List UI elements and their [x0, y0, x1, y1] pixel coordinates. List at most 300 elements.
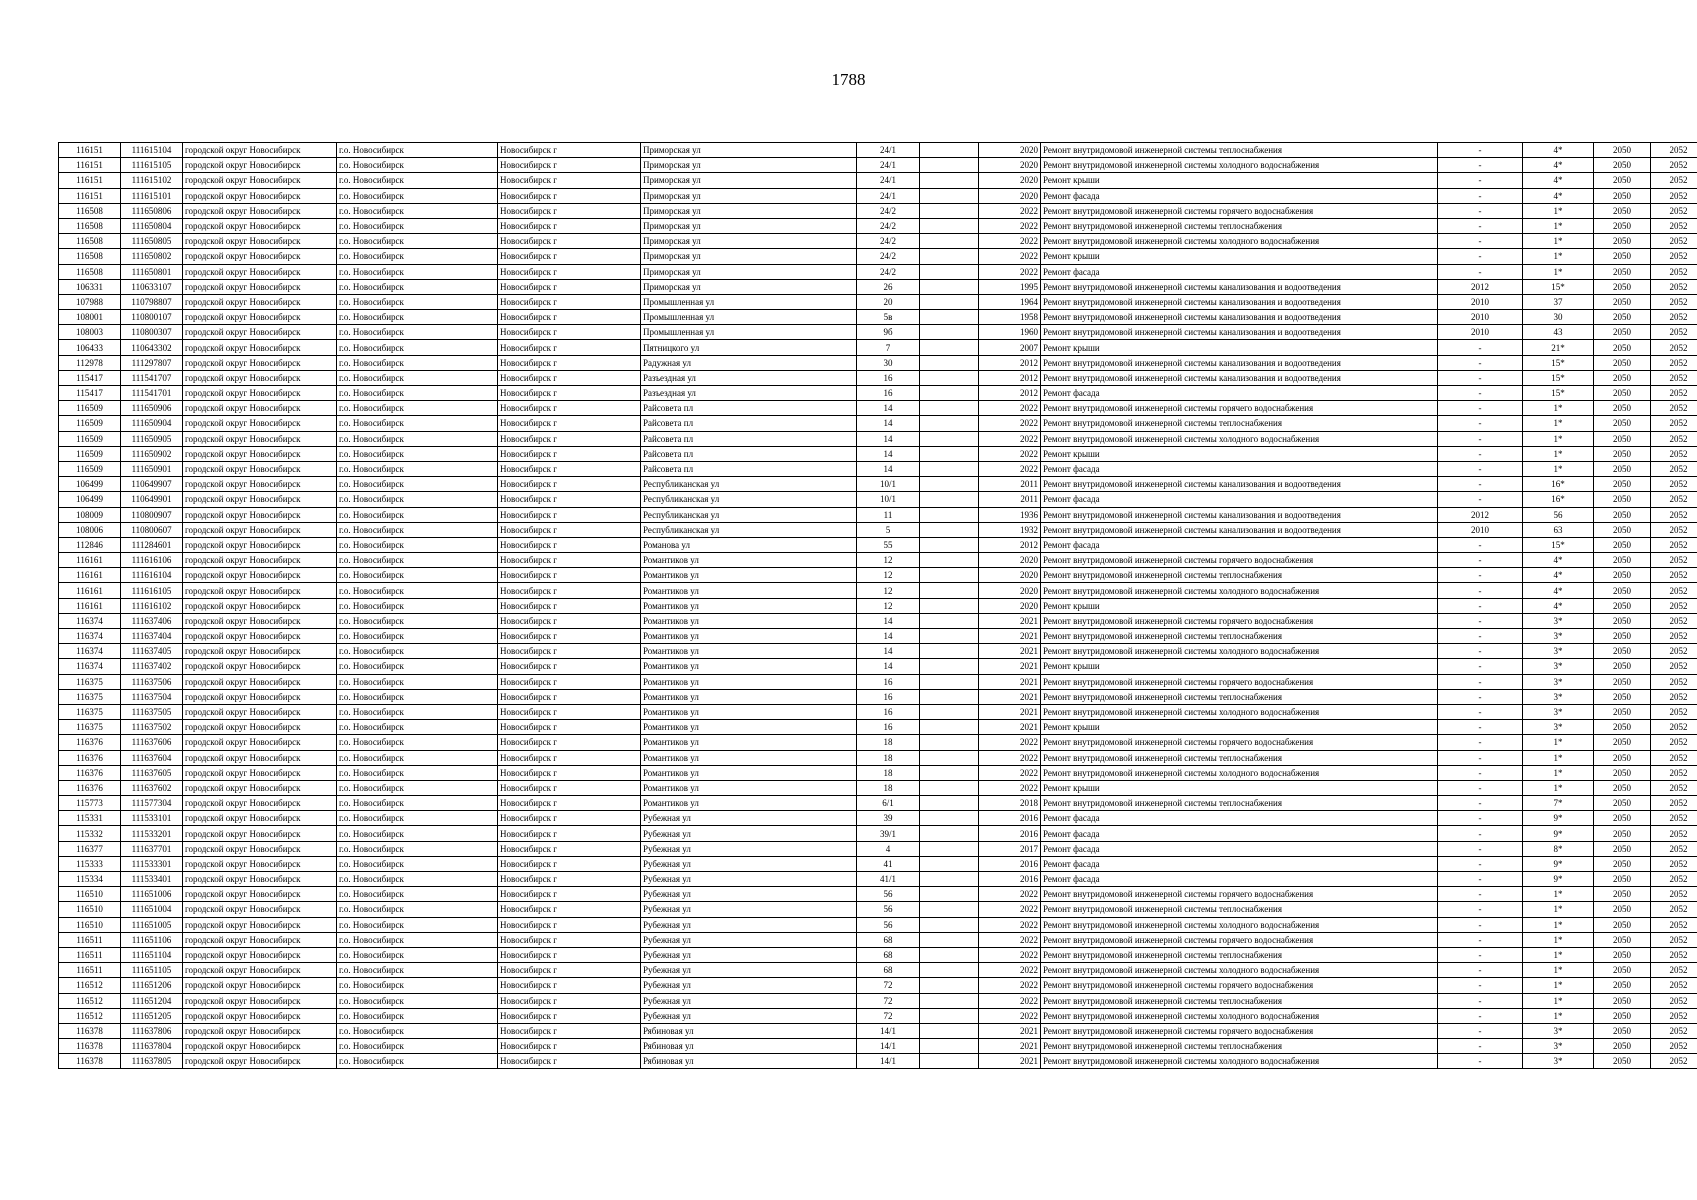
cell-empty-cell: [920, 735, 979, 750]
cell-empty-cell: [920, 188, 979, 203]
cell-work-type: Ремонт внутридомовой инженерной системы канализования и водоотведения: [1041, 355, 1438, 370]
cell-period-start: 2050: [1594, 811, 1651, 826]
cell-period-end: 2052: [1651, 446, 1697, 461]
cell-house-number: 12: [857, 583, 920, 598]
cell-wear-value: 3*: [1523, 629, 1594, 644]
cell-district: городской округ Новосибирск: [183, 522, 337, 537]
cell-house-id: 116509: [59, 416, 121, 431]
cell-district: городской округ Новосибирск: [183, 1008, 337, 1023]
cell-district: городской округ Новосибирск: [183, 431, 337, 446]
cell-empty-cell: [920, 568, 979, 583]
cell-house-id: 115417: [59, 370, 121, 385]
table-row: [59, 446, 1697, 461]
cell-house-number: 18: [857, 780, 920, 795]
cell-city: Новосибирск г: [498, 446, 641, 461]
cell-empty-cell: [920, 902, 979, 917]
cell-period-start: 2050: [1594, 461, 1651, 476]
cell-build-year: 2021: [979, 629, 1041, 644]
cell-work-id: 111615101: [121, 188, 183, 203]
table-row: [59, 477, 1697, 492]
cell-work-type: Ремонт внутридомовой инженерной системы холодного водоснабжения: [1041, 963, 1438, 978]
cell-empty-cell: [920, 856, 979, 871]
cell-street: Романтиков ул: [641, 629, 857, 644]
cell-house-id: 116508: [59, 249, 121, 264]
cell-wear-value: 3*: [1523, 674, 1594, 689]
cell-city: Новосибирск г: [498, 932, 641, 947]
cell-municipality: г.о. Новосибирск: [337, 1039, 498, 1054]
cell-period-start: 2050: [1594, 1008, 1651, 1023]
table-row: [59, 340, 1697, 355]
cell-house-id: 116376: [59, 765, 121, 780]
cell-district: городской округ Новосибирск: [183, 355, 337, 370]
cell-wear-value: 7*: [1523, 796, 1594, 811]
cell-house-id: 116374: [59, 644, 121, 659]
cell-wear-value: 43: [1523, 325, 1594, 340]
cell-empty-cell: [920, 370, 979, 385]
cell-street: Романтиков ул: [641, 780, 857, 795]
cell-house-id: 116375: [59, 704, 121, 719]
cell-house-number: 24/2: [857, 249, 920, 264]
cell-period-end: 2052: [1651, 143, 1697, 158]
cell-city: Новосибирск г: [498, 1039, 641, 1054]
cell-work-id: 111616104: [121, 568, 183, 583]
cell-empty-cell: [920, 872, 979, 887]
cell-build-year: 2020: [979, 583, 1041, 598]
cell-build-year: 2020: [979, 188, 1041, 203]
table-row: [59, 947, 1697, 962]
cell-house-id: 116376: [59, 750, 121, 765]
cell-house-number: 11: [857, 507, 920, 522]
cell-build-year: 2021: [979, 613, 1041, 628]
cell-build-year: 2021: [979, 704, 1041, 719]
table-row: [59, 644, 1697, 659]
cell-empty-cell: [920, 522, 979, 537]
cell-wear-value: 3*: [1523, 1039, 1594, 1054]
cell-empty-cell: [920, 234, 979, 249]
cell-district: городской округ Новосибирск: [183, 203, 337, 218]
cell-empty-cell: [920, 932, 979, 947]
cell-house-number: 16: [857, 704, 920, 719]
table-row: [59, 993, 1697, 1008]
cell-house-id: 107988: [59, 294, 121, 309]
cell-municipality: г.о. Новосибирск: [337, 704, 498, 719]
table-row: [59, 416, 1697, 431]
cell-empty-cell: [920, 887, 979, 902]
cell-last-repair-year: -: [1438, 796, 1523, 811]
cell-period-end: 2052: [1651, 689, 1697, 704]
table-row: [59, 856, 1697, 871]
cell-street: Райсовета пл: [641, 461, 857, 476]
cell-work-id: 111651204: [121, 993, 183, 1008]
cell-work-id: 111637404: [121, 629, 183, 644]
cell-build-year: 2021: [979, 644, 1041, 659]
cell-wear-value: 1*: [1523, 264, 1594, 279]
table-row: [59, 386, 1697, 401]
cell-district: городской округ Новосибирск: [183, 1039, 337, 1054]
cell-district: городской округ Новосибирск: [183, 537, 337, 552]
cell-period-end: 2052: [1651, 355, 1697, 370]
cell-city: Новосибирск г: [498, 416, 641, 431]
cell-build-year: 2021: [979, 1023, 1041, 1038]
cell-build-year: 2021: [979, 1054, 1041, 1069]
cell-work-id: 110800607: [121, 522, 183, 537]
cell-work-type: Ремонт внутридомовой инженерной системы теплоснабжения: [1041, 416, 1438, 431]
cell-municipality: г.о. Новосибирск: [337, 173, 498, 188]
cell-last-repair-year: 2010: [1438, 294, 1523, 309]
cell-district: городской округ Новосибирск: [183, 826, 337, 841]
cell-last-repair-year: -: [1438, 720, 1523, 735]
cell-empty-cell: [920, 796, 979, 811]
cell-district: городской округ Новосибирск: [183, 218, 337, 233]
cell-empty-cell: [920, 947, 979, 962]
table-row: [59, 902, 1697, 917]
cell-last-repair-year: -: [1438, 598, 1523, 613]
cell-house-id: 116161: [59, 598, 121, 613]
cell-period-start: 2050: [1594, 386, 1651, 401]
cell-build-year: 2022: [979, 203, 1041, 218]
cell-period-end: 2052: [1651, 553, 1697, 568]
cell-district: городской округ Новосибирск: [183, 978, 337, 993]
cell-period-end: 2052: [1651, 750, 1697, 765]
cell-build-year: 2022: [979, 401, 1041, 416]
cell-work-type: Ремонт внутридомовой инженерной системы теплоснабжения: [1041, 689, 1438, 704]
cell-period-end: 2052: [1651, 1023, 1697, 1038]
cell-empty-cell: [920, 310, 979, 325]
table-row: [59, 431, 1697, 446]
cell-last-repair-year: -: [1438, 340, 1523, 355]
cell-work-id: 111637505: [121, 704, 183, 719]
cell-work-type: Ремонт внутридомовой инженерной системы горячего водоснабжения: [1041, 674, 1438, 689]
cell-empty-cell: [920, 416, 979, 431]
cell-city: Новосибирск г: [498, 401, 641, 416]
cell-empty-cell: [920, 963, 979, 978]
cell-municipality: г.о. Новосибирск: [337, 553, 498, 568]
cell-wear-value: 3*: [1523, 613, 1594, 628]
cell-house-id: 106331: [59, 279, 121, 294]
cell-house-id: 116375: [59, 720, 121, 735]
cell-period-start: 2050: [1594, 993, 1651, 1008]
cell-empty-cell: [920, 203, 979, 218]
cell-empty-cell: [920, 720, 979, 735]
cell-work-id: 111637605: [121, 765, 183, 780]
cell-house-number: 72: [857, 978, 920, 993]
cell-district: городской округ Новосибирск: [183, 932, 337, 947]
cell-municipality: г.о. Новосибирск: [337, 522, 498, 537]
cell-period-start: 2050: [1594, 188, 1651, 203]
cell-last-repair-year: -: [1438, 932, 1523, 947]
cell-period-start: 2050: [1594, 401, 1651, 416]
cell-district: городской округ Новосибирск: [183, 461, 337, 476]
cell-city: Новосибирск г: [498, 294, 641, 309]
cell-district: городской округ Новосибирск: [183, 249, 337, 264]
cell-period-end: 2052: [1651, 841, 1697, 856]
cell-work-id: 110800307: [121, 325, 183, 340]
cell-work-type: Ремонт внутридомовой инженерной системы горячего водоснабжения: [1041, 613, 1438, 628]
cell-district: городской округ Новосибирск: [183, 780, 337, 795]
table-row: [59, 841, 1697, 856]
cell-work-id: 111650904: [121, 416, 183, 431]
cell-last-repair-year: -: [1438, 370, 1523, 385]
cell-work-id: 110798807: [121, 294, 183, 309]
cell-last-repair-year: -: [1438, 1054, 1523, 1069]
cell-city: Новосибирск г: [498, 234, 641, 249]
cell-work-type: Ремонт фасада: [1041, 461, 1438, 476]
cell-house-id: 116378: [59, 1039, 121, 1054]
cell-last-repair-year: -: [1438, 887, 1523, 902]
cell-street: Рубежная ул: [641, 978, 857, 993]
cell-work-id: 111651006: [121, 887, 183, 902]
cell-build-year: 1995: [979, 279, 1041, 294]
cell-street: Рубежная ул: [641, 841, 857, 856]
table-row: [59, 932, 1697, 947]
cell-street: Республиканская ул: [641, 507, 857, 522]
cell-period-start: 2050: [1594, 689, 1651, 704]
cell-city: Новосибирск г: [498, 978, 641, 993]
cell-work-id: 111651005: [121, 917, 183, 932]
cell-wear-value: 1*: [1523, 416, 1594, 431]
cell-period-start: 2050: [1594, 1039, 1651, 1054]
cell-work-id: 111533401: [121, 872, 183, 887]
cell-district: городской округ Новосибирск: [183, 188, 337, 203]
cell-house-number: 14: [857, 401, 920, 416]
cell-period-start: 2050: [1594, 158, 1651, 173]
cell-municipality: г.о. Новосибирск: [337, 234, 498, 249]
cell-house-id: 116510: [59, 917, 121, 932]
cell-build-year: 2022: [979, 963, 1041, 978]
cell-period-start: 2050: [1594, 917, 1651, 932]
cell-wear-value: 1*: [1523, 780, 1594, 795]
cell-house-id: 106433: [59, 340, 121, 355]
cell-last-repair-year: -: [1438, 173, 1523, 188]
cell-period-end: 2052: [1651, 720, 1697, 735]
cell-period-end: 2052: [1651, 234, 1697, 249]
cell-period-end: 2052: [1651, 294, 1697, 309]
cell-work-type: Ремонт внутридомовой инженерной системы холодного водоснабжения: [1041, 704, 1438, 719]
cell-work-id: 111650905: [121, 431, 183, 446]
cell-wear-value: 16*: [1523, 477, 1594, 492]
table-row: [59, 203, 1697, 218]
cell-district: городской округ Новосибирск: [183, 264, 337, 279]
cell-empty-cell: [920, 1054, 979, 1069]
cell-last-repair-year: -: [1438, 537, 1523, 552]
cell-last-repair-year: -: [1438, 644, 1523, 659]
cell-house-id: 116508: [59, 203, 121, 218]
cell-district: городской округ Новосибирск: [183, 796, 337, 811]
cell-empty-cell: [920, 826, 979, 841]
cell-work-type: Ремонт крыши: [1041, 780, 1438, 795]
cell-house-id: 116377: [59, 841, 121, 856]
cell-empty-cell: [920, 659, 979, 674]
cell-period-start: 2050: [1594, 720, 1651, 735]
cell-district: городской округ Новосибирск: [183, 947, 337, 962]
cell-build-year: 2022: [979, 932, 1041, 947]
cell-street: Романтиков ул: [641, 674, 857, 689]
cell-municipality: г.о. Новосибирск: [337, 446, 498, 461]
cell-house-id: 108009: [59, 507, 121, 522]
cell-city: Новосибирск г: [498, 431, 641, 446]
cell-last-repair-year: -: [1438, 765, 1523, 780]
cell-street: Рубежная ул: [641, 856, 857, 871]
cell-street: Приморская ул: [641, 143, 857, 158]
table-row: [59, 780, 1697, 795]
cell-house-number: 18: [857, 735, 920, 750]
cell-city: Новосибирск г: [498, 203, 641, 218]
cell-house-id: 115332: [59, 826, 121, 841]
cell-city: Новосибирск г: [498, 386, 641, 401]
cell-house-number: 20: [857, 294, 920, 309]
cell-municipality: г.о. Новосибирск: [337, 856, 498, 871]
cell-last-repair-year: -: [1438, 872, 1523, 887]
cell-house-id: 116509: [59, 461, 121, 476]
cell-municipality: г.о. Новосибирск: [337, 340, 498, 355]
cell-period-start: 2050: [1594, 294, 1651, 309]
cell-street: Промышленная ул: [641, 294, 857, 309]
cell-work-type: Ремонт внутридомовой инженерной системы теплоснабжения: [1041, 629, 1438, 644]
cell-street: Романтиков ул: [641, 613, 857, 628]
cell-street: Романтиков ул: [641, 644, 857, 659]
cell-work-type: Ремонт внутридомовой инженерной системы холодного водоснабжения: [1041, 158, 1438, 173]
cell-work-type: Ремонт крыши: [1041, 249, 1438, 264]
cell-wear-value: 1*: [1523, 218, 1594, 233]
cell-wear-value: 4*: [1523, 188, 1594, 203]
cell-build-year: 2020: [979, 173, 1041, 188]
cell-wear-value: 3*: [1523, 1023, 1594, 1038]
cell-last-repair-year: -: [1438, 613, 1523, 628]
cell-empty-cell: [920, 704, 979, 719]
cell-wear-value: 3*: [1523, 644, 1594, 659]
cell-wear-value: 1*: [1523, 203, 1594, 218]
cell-municipality: г.о. Новосибирск: [337, 887, 498, 902]
cell-wear-value: 1*: [1523, 431, 1594, 446]
cell-wear-value: 4*: [1523, 173, 1594, 188]
cell-last-repair-year: -: [1438, 674, 1523, 689]
cell-period-end: 2052: [1651, 856, 1697, 871]
cell-street: Романтиков ул: [641, 598, 857, 613]
cell-house-id: 116378: [59, 1023, 121, 1038]
cell-period-start: 2050: [1594, 765, 1651, 780]
cell-district: городской округ Новосибирск: [183, 811, 337, 826]
cell-empty-cell: [920, 917, 979, 932]
cell-work-id: 111651104: [121, 947, 183, 962]
cell-house-id: 116511: [59, 963, 121, 978]
cell-district: городской округ Новосибирск: [183, 294, 337, 309]
cell-build-year: 2017: [979, 841, 1041, 856]
cell-house-id: 116151: [59, 188, 121, 203]
cell-build-year: 2012: [979, 370, 1041, 385]
cell-street: Романтиков ул: [641, 659, 857, 674]
cell-work-type: Ремонт фасада: [1041, 386, 1438, 401]
cell-period-end: 2052: [1651, 993, 1697, 1008]
cell-district: городской округ Новосибирск: [183, 963, 337, 978]
cell-house-number: 14/1: [857, 1039, 920, 1054]
cell-house-number: 24/2: [857, 218, 920, 233]
cell-work-id: 111651106: [121, 932, 183, 947]
cell-work-type: Ремонт внутридомовой инженерной системы канализования и водоотведения: [1041, 279, 1438, 294]
cell-work-type: Ремонт фасада: [1041, 856, 1438, 871]
cell-district: городской округ Новосибирск: [183, 750, 337, 765]
cell-house-number: 41/1: [857, 872, 920, 887]
cell-work-type: Ремонт внутридомовой инженерной системы теплоснабжения: [1041, 796, 1438, 811]
cell-house-id: 116510: [59, 902, 121, 917]
cell-period-end: 2052: [1651, 659, 1697, 674]
cell-empty-cell: [920, 340, 979, 355]
cell-house-number: 68: [857, 963, 920, 978]
cell-empty-cell: [920, 537, 979, 552]
cell-work-id: 111615105: [121, 158, 183, 173]
cell-house-id: 116161: [59, 568, 121, 583]
cell-street: Рубежная ул: [641, 826, 857, 841]
cell-district: городской округ Новосибирск: [183, 553, 337, 568]
cell-period-end: 2052: [1651, 416, 1697, 431]
cell-build-year: 2022: [979, 249, 1041, 264]
cell-district: городской округ Новосибирск: [183, 234, 337, 249]
cell-municipality: г.о. Новосибирск: [337, 416, 498, 431]
cell-period-end: 2052: [1651, 583, 1697, 598]
cell-work-id: 111533201: [121, 826, 183, 841]
cell-city: Новосибирск г: [498, 659, 641, 674]
cell-work-type: Ремонт внутридомовой инженерной системы горячего водоснабжения: [1041, 978, 1438, 993]
table-row: [59, 1008, 1697, 1023]
cell-municipality: г.о. Новосибирск: [337, 598, 498, 613]
cell-work-id: 111637406: [121, 613, 183, 628]
cell-municipality: г.о. Новосибирск: [337, 310, 498, 325]
cell-work-type: Ремонт внутридомовой инженерной системы теплоснабжения: [1041, 750, 1438, 765]
cell-build-year: 2022: [979, 887, 1041, 902]
cell-period-end: 2052: [1651, 811, 1697, 826]
cell-empty-cell: [920, 598, 979, 613]
cell-house-number: 14: [857, 644, 920, 659]
cell-work-type: Ремонт внутридомовой инженерной системы горячего водоснабжения: [1041, 932, 1438, 947]
cell-street: Рубежная ул: [641, 1008, 857, 1023]
cell-wear-value: 21*: [1523, 340, 1594, 355]
cell-city: Новосибирск г: [498, 1054, 641, 1069]
cell-municipality: г.о. Новосибирск: [337, 735, 498, 750]
cell-house-number: 18: [857, 765, 920, 780]
cell-district: городской округ Новосибирск: [183, 856, 337, 871]
cell-city: Новосибирск г: [498, 780, 641, 795]
cell-city: Новосибирск г: [498, 477, 641, 492]
cell-municipality: г.о. Новосибирск: [337, 1008, 498, 1023]
page-number: 1788: [831, 70, 866, 89]
cell-city: Новосибирск г: [498, 613, 641, 628]
cell-last-repair-year: -: [1438, 188, 1523, 203]
cell-work-id: 111637602: [121, 780, 183, 795]
cell-period-start: 2050: [1594, 370, 1651, 385]
cell-work-id: 111297807: [121, 355, 183, 370]
cell-work-type: Ремонт фасада: [1041, 872, 1438, 887]
cell-period-start: 2050: [1594, 872, 1651, 887]
cell-period-end: 2052: [1651, 492, 1697, 507]
cell-district: городской округ Новосибирск: [183, 629, 337, 644]
cell-period-end: 2052: [1651, 1054, 1697, 1069]
cell-work-id: 111650801: [121, 264, 183, 279]
cell-house-number: 72: [857, 1008, 920, 1023]
cell-period-end: 2052: [1651, 963, 1697, 978]
cell-empty-cell: [920, 993, 979, 1008]
table-row: [59, 553, 1697, 568]
cell-house-id: 116376: [59, 780, 121, 795]
cell-empty-cell: [920, 386, 979, 401]
cell-house-number: 14: [857, 613, 920, 628]
cell-city: Новосибирск г: [498, 735, 641, 750]
cell-empty-cell: [920, 249, 979, 264]
table-row: [59, 1023, 1697, 1038]
cell-build-year: 2022: [979, 446, 1041, 461]
cell-period-end: 2052: [1651, 310, 1697, 325]
cell-city: Новосибирск г: [498, 583, 641, 598]
table-row: [59, 234, 1697, 249]
cell-street: Разъездная ул: [641, 370, 857, 385]
